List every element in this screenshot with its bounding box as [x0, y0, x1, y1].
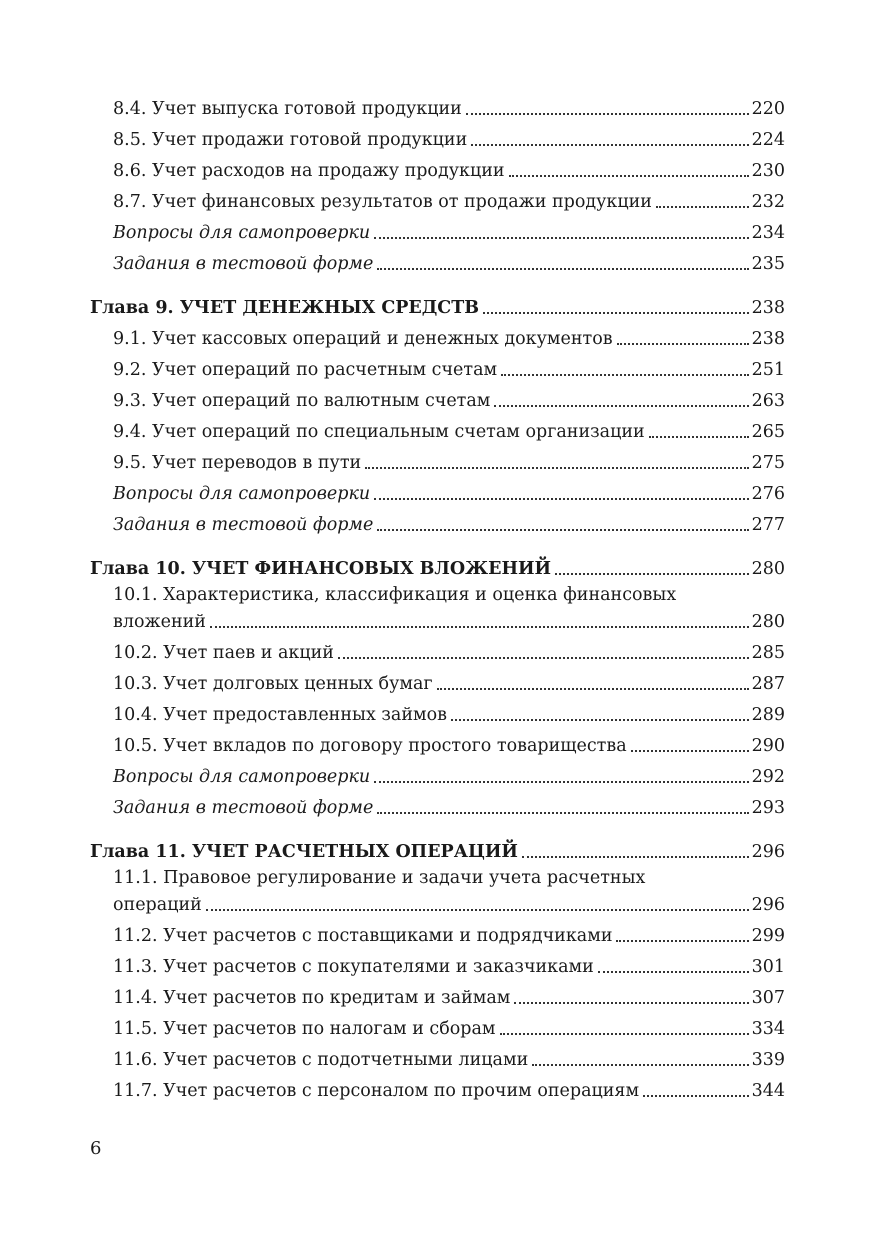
leader-dots	[532, 1063, 748, 1066]
toc-entry	[90, 1071, 785, 1102]
toc-entry-line-2	[90, 606, 785, 633]
leader-dots	[206, 908, 749, 911]
toc-entry-tests	[90, 244, 785, 275]
toc-entry-title: 8.4. Учет выпуска готовой продукции	[113, 99, 462, 119]
toc-entry-title: 8.5. Учет продажи готовой продукции	[113, 130, 468, 150]
toc-entry-page: 285	[751, 643, 785, 663]
toc-entry-page: 290	[751, 736, 785, 756]
toc-entry	[90, 120, 785, 151]
toc-entry-page: 307	[751, 988, 785, 1008]
toc-entry-title: 10.3. Учет долговых ценных бумаг	[113, 674, 433, 694]
toc-entry-page: 230	[751, 161, 785, 181]
toc-entry-page: 263	[751, 391, 785, 411]
toc-entry	[90, 664, 785, 695]
toc-entry-self-check	[90, 474, 785, 505]
toc-entry-page: 334	[751, 1019, 785, 1039]
toc-entry	[90, 1009, 785, 1040]
toc-entry-title: 11.1. Правовое регулирование и задачи учета расчетных	[113, 868, 646, 888]
leader-dots	[466, 112, 749, 115]
toc-entry-tests	[90, 505, 785, 536]
leader-dots	[643, 1094, 749, 1097]
toc-entry-title: Задания в тестовой форме	[113, 254, 374, 274]
leader-dots	[374, 497, 748, 500]
table-of-contents	[90, 89, 785, 1102]
toc-entry-page: 299	[751, 926, 785, 946]
leader-dots	[377, 267, 748, 270]
toc-entry-title-continued: вложений	[113, 612, 206, 632]
toc-entry-page: 296	[751, 895, 785, 915]
toc-entry	[90, 350, 785, 381]
toc-entry-title: Задания в тестовой форме	[113, 515, 374, 535]
leader-dots	[374, 236, 748, 239]
toc-entry-title: 10.4. Учет предоставленных займов	[113, 705, 448, 725]
toc-entry	[90, 695, 785, 726]
toc-entry-title: Задания в тестовой форме	[113, 798, 374, 818]
leader-dots	[514, 1001, 748, 1004]
toc-entry-line-2	[90, 889, 785, 916]
chapter-title: Глава 10. УЧЕТ ФИНАНСОВЫХ ВЛОЖЕНИЙ	[90, 559, 552, 579]
leader-dots	[338, 656, 749, 659]
leader-dots	[437, 687, 749, 690]
toc-entry-title: 9.2. Учет операций по расчетным счетам	[113, 360, 498, 380]
toc-entry-title: 10.2. Учет паев и акций	[113, 643, 334, 663]
toc-entry	[90, 381, 785, 412]
toc-entry-title: 11.7. Учет расчетов с персоналом по прочим операциям	[113, 1081, 640, 1101]
toc-entry-page: 238	[751, 298, 785, 318]
leader-dots	[210, 625, 749, 628]
toc-entry-title: 9.4. Учет операций по специальным счетам организации	[113, 422, 645, 442]
leader-dots	[656, 205, 749, 208]
toc-entry-title: 8.7. Учет финансовых результатов от продажи продукции	[113, 192, 652, 212]
leader-dots	[598, 970, 749, 973]
toc-entry	[90, 443, 785, 474]
leader-dots	[377, 811, 748, 814]
toc-entry-line-1	[90, 580, 785, 606]
toc-entry-self-check	[90, 213, 785, 244]
toc-entry-page: 224	[751, 130, 785, 150]
toc-entry-title: 9.5. Учет переводов в пути	[113, 453, 362, 473]
toc-entry-page: 235	[751, 254, 785, 274]
toc-entry-title: 11.6. Учет расчетов с подотчетными лицами	[113, 1050, 529, 1070]
toc-entry-line-1	[90, 863, 785, 889]
toc-entry-page: 275	[751, 453, 785, 473]
toc-entry-self-check	[90, 757, 785, 788]
leader-dots	[365, 466, 748, 469]
leader-dots	[500, 1032, 749, 1035]
toc-entry-page: 339	[751, 1050, 785, 1070]
toc-entry-page: 289	[751, 705, 785, 725]
leader-dots	[522, 855, 749, 858]
toc-entry-title: 9.3. Учет операций по валютным счетам	[113, 391, 491, 411]
toc-entry	[90, 947, 785, 978]
toc-entry-page: 232	[751, 192, 785, 212]
toc-entry-page: 265	[751, 422, 785, 442]
toc-entry	[90, 412, 785, 443]
toc-chapter-9	[90, 290, 785, 319]
toc-entry-page: 276	[751, 484, 785, 504]
toc-entry-page: 301	[751, 957, 785, 977]
leader-dots	[377, 528, 748, 531]
toc-entry-page: 287	[751, 674, 785, 694]
leader-dots	[471, 143, 748, 146]
toc-entry-title: 11.4. Учет расчетов по кредитам и займам	[113, 988, 511, 1008]
leader-dots	[451, 718, 749, 721]
toc-entry	[90, 916, 785, 947]
leader-dots	[616, 939, 748, 942]
toc-chapter-11	[90, 834, 785, 863]
toc-entry	[90, 89, 785, 120]
toc-entry	[90, 319, 785, 350]
toc-entry-page: 234	[751, 223, 785, 243]
leader-dots	[501, 373, 748, 376]
toc-entry-page: 251	[751, 360, 785, 380]
toc-entry-page: 293	[751, 798, 785, 818]
toc-entry-page: 296	[751, 842, 785, 862]
leader-dots	[494, 404, 748, 407]
toc-entry-title: 11.5. Учет расчетов по налогам и сборам	[113, 1019, 496, 1039]
toc-entry-title: 10.1. Характеристика, классификация и оценка финансовых	[113, 585, 677, 605]
leader-dots	[617, 342, 749, 345]
toc-entry-page: 220	[751, 99, 785, 119]
toc-entry-page: 344	[751, 1081, 785, 1101]
leader-dots	[555, 572, 749, 575]
toc-entry-title: 8.6. Учет расходов на продажу продукции	[113, 161, 505, 181]
toc-entry-title: 11.2. Учет расчетов с поставщиками и подрядчиками	[113, 926, 613, 946]
leader-dots	[649, 435, 749, 438]
toc-entry-title: Вопросы для самопроверки	[113, 484, 371, 504]
leader-dots	[631, 749, 749, 752]
leader-dots	[374, 780, 748, 783]
toc-entry	[90, 151, 785, 182]
chapter-title: Глава 9. УЧЕТ ДЕНЕЖНЫХ СРЕДСТВ	[90, 298, 480, 318]
toc-entry-page: 280	[751, 612, 785, 632]
toc-entry-title: Вопросы для самопроверки	[113, 767, 371, 787]
page-number: 6	[90, 1138, 102, 1159]
toc-entry	[90, 633, 785, 664]
toc-entry-title: 10.5. Учет вкладов по договору простого товарищества	[113, 736, 627, 756]
toc-entry-title-continued: операций	[113, 895, 202, 915]
toc-entry-page: 277	[751, 515, 785, 535]
toc-entry	[90, 978, 785, 1009]
toc-entry-page: 292	[751, 767, 785, 787]
toc-entry-page: 280	[751, 559, 785, 579]
toc-entry	[90, 182, 785, 213]
toc-entry-page: 238	[751, 329, 785, 349]
chapter-title: Глава 11. УЧЕТ РАСЧЕТНЫХ ОПЕРАЦИЙ	[90, 842, 518, 862]
leader-dots	[509, 174, 749, 177]
leader-dots	[483, 311, 749, 314]
toc-entry	[90, 726, 785, 757]
toc-entry-tests	[90, 788, 785, 819]
toc-entry	[90, 1040, 785, 1071]
toc-entry-title: Вопросы для самопроверки	[113, 223, 371, 243]
toc-chapter-10	[90, 551, 785, 580]
toc-entry-title: 9.1. Учет кассовых операций и денежных документов	[113, 329, 613, 349]
toc-entry-title: 11.3. Учет расчетов с покупателями и заказчиками	[113, 957, 594, 977]
